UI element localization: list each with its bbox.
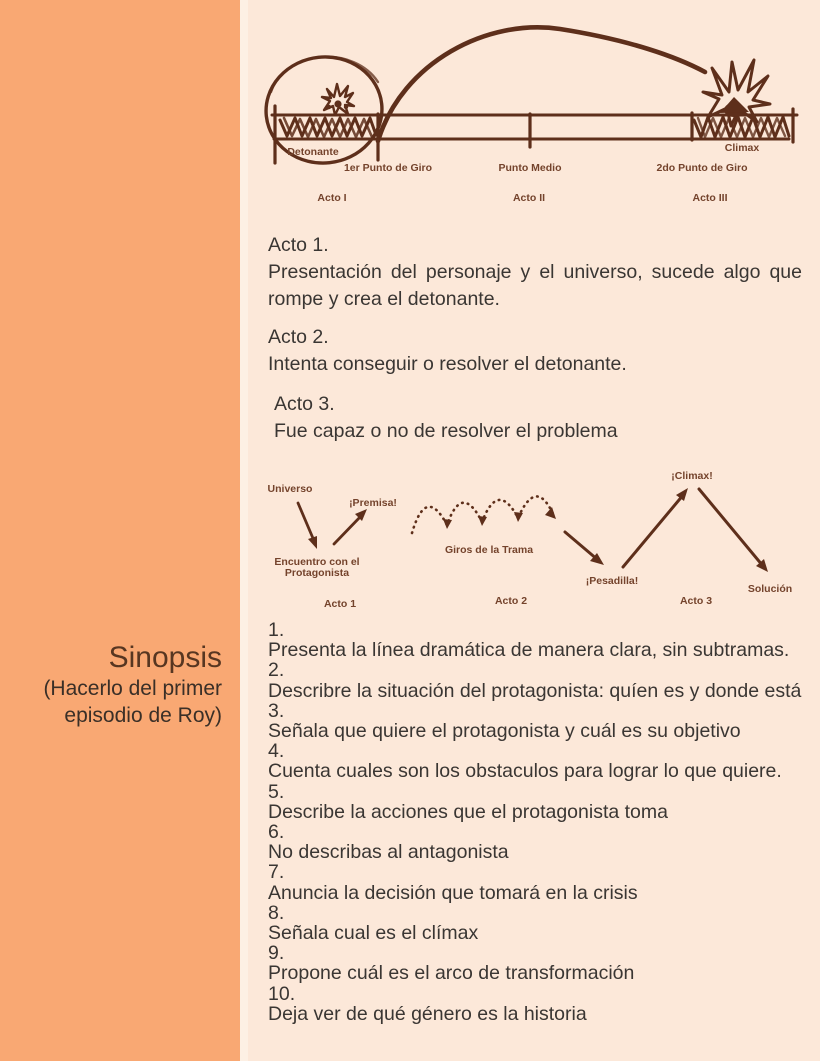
label-premisa: ¡Premisa! xyxy=(349,497,397,509)
label-pesadilla: ¡Pesadilla! xyxy=(585,575,639,587)
rule-text: Anuncia la decisión que tomará en la crisis xyxy=(268,881,638,904)
list-item xyxy=(268,782,813,822)
rule-number: 3. xyxy=(268,699,285,722)
rule-text: Deja ver de qué género es la historia xyxy=(268,1002,587,1025)
label-detonante: Detonante xyxy=(287,146,339,158)
rule-text: Señala cual es el clímax xyxy=(268,922,479,945)
list-item xyxy=(268,943,813,983)
rule-number: 6. xyxy=(268,821,285,844)
sidebar xyxy=(0,0,240,1061)
rule-text: Describre la situación del protagonista: quíen es y donde está xyxy=(268,679,802,702)
acts-section xyxy=(268,232,802,445)
rule-number: 1. xyxy=(268,619,285,641)
rule-text: Señala que quiere el protagonista y cuál es su objetivo xyxy=(268,720,741,743)
label-arc-act-3: Acto 3 xyxy=(679,595,713,607)
act-3-block xyxy=(268,391,802,445)
act3-hatch-icon xyxy=(694,117,789,137)
label-arc-act-1: Acto 1 xyxy=(323,598,357,610)
explosion-icon xyxy=(322,84,354,115)
list-item xyxy=(268,741,813,781)
list-item xyxy=(268,862,813,902)
arrow-encuentro-to-premisa-icon xyxy=(334,509,367,544)
three-act-timeline-diagram xyxy=(240,0,820,220)
synopsis-rules-list xyxy=(268,620,813,1024)
list-item xyxy=(268,984,813,1024)
timeline-bar xyxy=(272,106,797,163)
act-2-block xyxy=(268,324,802,378)
page-subtitle-line-2: episodio de Roy) xyxy=(64,704,222,727)
story-arc-diagram xyxy=(240,455,820,615)
label-midpoint: Punto Medio xyxy=(498,162,562,174)
label-act-3: Acto III xyxy=(692,192,728,204)
sidebar-title-block xyxy=(10,641,222,728)
label-first-turn: 1er Punto de Giro xyxy=(343,162,433,174)
arrow-to-climax-icon xyxy=(623,488,688,567)
list-item xyxy=(268,903,813,943)
act-3-body: Fue capaz o no de resolver el problema xyxy=(274,420,618,442)
label-climax: Climax xyxy=(724,142,760,154)
page-title: Sinopsis xyxy=(108,641,222,674)
arrow-to-pesadilla-icon xyxy=(565,532,604,565)
rule-number: 4. xyxy=(268,740,285,763)
rule-text: Describe la acciones que el protagonista toma xyxy=(268,800,668,823)
label-act-1: Acto I xyxy=(317,192,347,204)
rule-number: 9. xyxy=(268,942,285,965)
plot-twist-hops-icon xyxy=(412,496,556,533)
act-3-heading: Acto 3. xyxy=(274,393,335,415)
act-1-heading: Acto 1. xyxy=(268,234,329,256)
list-item xyxy=(268,660,813,700)
rule-number: 7. xyxy=(268,861,285,884)
act-2-body: Intenta conseguir o resolver el detonante. xyxy=(268,353,627,375)
main-content xyxy=(240,0,820,1061)
label-solucion: Solución xyxy=(747,583,793,595)
rule-text: Cuenta cuales son los obstaculos para lograr lo que quiere. xyxy=(268,760,782,783)
rule-text: No describas al antagonista xyxy=(268,841,509,864)
rule-text: Propone cuál es el arco de transformación xyxy=(268,962,635,985)
label-universo: Universo xyxy=(267,483,313,495)
list-item xyxy=(268,620,813,660)
act-1-body: Presentación del personaje y el universo, sucede algo que rompe y crea el detonante. xyxy=(268,261,802,310)
label-encuentro-line-1: Encuentro con el xyxy=(274,556,360,568)
page-subtitle-line-1: (Hacerlo del primer xyxy=(43,677,222,700)
rule-number: 2. xyxy=(268,659,285,682)
label-encuentro-line-2: Protagonista xyxy=(284,567,350,579)
rule-text: Presenta la línea dramática de manera clara, sin subtramas. xyxy=(268,639,790,662)
act-1-block xyxy=(268,232,802,313)
act-2-heading: Acto 2. xyxy=(268,326,329,348)
label-arc-climax: ¡Climax! xyxy=(671,470,713,482)
arrow-to-solucion-icon xyxy=(699,489,768,572)
label-act-2: Acto II xyxy=(512,192,546,204)
label-giros: Giros de la Trama xyxy=(444,544,534,556)
rule-number: 5. xyxy=(268,780,285,803)
arrow-universo-to-encuentro-icon xyxy=(298,503,317,549)
label-arc-act-2: Acto 2 xyxy=(494,595,528,607)
act1-hatch-icon xyxy=(280,118,376,137)
rule-number: 10. xyxy=(268,982,296,1005)
rule-number: 8. xyxy=(268,901,285,924)
label-second-turn: 2do Punto de Giro xyxy=(656,162,748,174)
list-item xyxy=(268,701,813,741)
list-item xyxy=(268,822,813,862)
